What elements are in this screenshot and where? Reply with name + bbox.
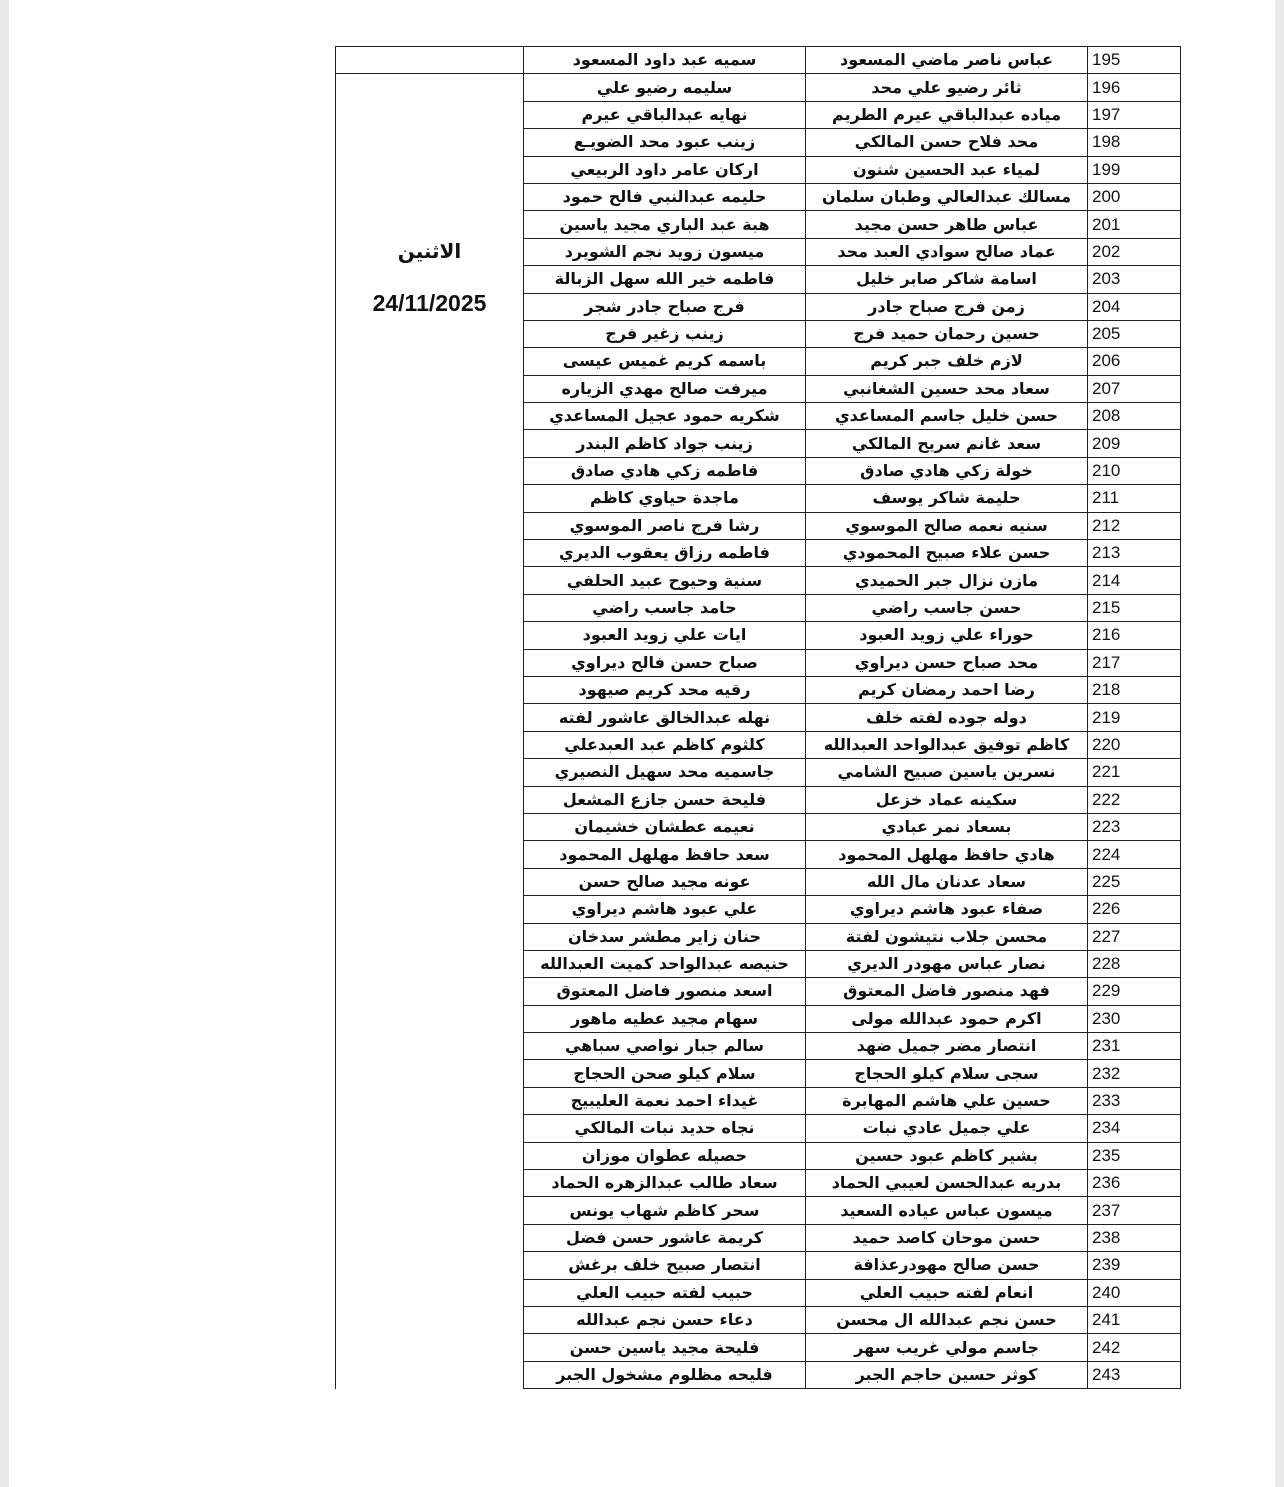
day-cell xyxy=(336,74,524,1389)
first-name-cell: انتصار مضر جميل ضهد xyxy=(806,1033,1088,1060)
row-number-cell: 197 xyxy=(1088,101,1181,128)
first-name-cell: ثائر رضيو علي محد xyxy=(806,74,1088,101)
first-name-cell: سجى سلام كيلو الحجاج xyxy=(806,1060,1088,1087)
first-name-cell: سعد غانم سريح المالكي xyxy=(806,430,1088,457)
first-name-cell: فهد منصور فاضل المعتوق xyxy=(806,978,1088,1005)
first-name-cell: محسن جلاب نتيشون لفتة xyxy=(806,923,1088,950)
document-page xyxy=(9,0,1275,1487)
table-row xyxy=(336,47,1181,74)
first-name-cell: حسين رحمان حميد فرج xyxy=(806,320,1088,347)
second-name-cell: اسعد منصور فاضل المعتوق xyxy=(524,978,806,1005)
row-number-cell: 235 xyxy=(1088,1142,1181,1169)
first-name-cell: عباس طاهر حسن مجيد xyxy=(806,211,1088,238)
first-name-cell: هادي حافظ مهلهل المحمود xyxy=(806,841,1088,868)
second-name-cell: باسمه كريم غميس عيسى xyxy=(524,348,806,375)
row-number-cell: 205 xyxy=(1088,320,1181,347)
second-name-cell: شكريه حمود عجيل المساعدي xyxy=(524,403,806,430)
second-name-cell: رشا فرج ناصر الموسوي xyxy=(524,512,806,539)
row-number-cell: 215 xyxy=(1088,594,1181,621)
row-number-cell: 200 xyxy=(1088,183,1181,210)
first-name-cell: خولة زكي هادي صادق xyxy=(806,457,1088,484)
first-name-cell: لمياء عبد الحسين شنون xyxy=(806,156,1088,183)
second-name-cell: زينب عبود محد الضويـع xyxy=(524,129,806,156)
row-number-cell: 221 xyxy=(1088,759,1181,786)
first-name-cell: كاظم توفيق عبدالواحد العبدالله xyxy=(806,731,1088,758)
row-number-cell: 198 xyxy=(1088,129,1181,156)
first-name-cell: بسعاد نمر عبادي xyxy=(806,813,1088,840)
row-number-cell: 219 xyxy=(1088,704,1181,731)
second-name-cell: زينب جواد كاظم البندر xyxy=(524,430,806,457)
row-number-cell: 240 xyxy=(1088,1279,1181,1306)
row-number-cell: 233 xyxy=(1088,1087,1181,1114)
second-name-cell: نهله عبدالخالق عاشور لفته xyxy=(524,704,806,731)
second-name-cell: هبة عبد الباري مجيد ياسين xyxy=(524,211,806,238)
row-number-cell: 223 xyxy=(1088,813,1181,840)
row-number-cell: 214 xyxy=(1088,567,1181,594)
first-name-cell: جاسم مولي غريب سهر xyxy=(806,1334,1088,1361)
second-name-cell: ايات علي زويد العبود xyxy=(524,622,806,649)
first-name-cell: انعام لفته حبيب العلي xyxy=(806,1279,1088,1306)
second-name-cell: حامد جاسب راضي xyxy=(524,594,806,621)
second-name-cell: حليمه عبدالنبي فالح حمود xyxy=(524,183,806,210)
first-name-cell: زمن فرج صباح جادر xyxy=(806,293,1088,320)
second-name-cell: فليحه مظلوم مشخول الجبر xyxy=(524,1361,806,1388)
second-name-cell: حصيله عطوان موزان xyxy=(524,1142,806,1169)
row-number-cell: 242 xyxy=(1088,1334,1181,1361)
first-name-cell: بدريه عبدالحسن لعيبي الحماد xyxy=(806,1170,1088,1197)
row-number-cell: 225 xyxy=(1088,868,1181,895)
first-name-cell: سنيه نعمه صالح الموسوي xyxy=(806,512,1088,539)
second-name-cell: نهايه عبدالباقي عيرم xyxy=(524,101,806,128)
first-name-cell: محد صباح حسن ديراوي xyxy=(806,649,1088,676)
second-name-cell: سليمه رضيو علي xyxy=(524,74,806,101)
first-name-cell: حوراء علي زويد العبود xyxy=(806,622,1088,649)
second-name-cell: جاسميه محد سهيل النصيري xyxy=(524,759,806,786)
first-name-cell: صفاء عبود هاشم ديراوي xyxy=(806,896,1088,923)
first-name-cell: اسامة شاكر صابر خليل xyxy=(806,266,1088,293)
second-name-cell: فاطمه خير الله سهل الزبالة xyxy=(524,266,806,293)
row-number-cell: 234 xyxy=(1088,1115,1181,1142)
first-name-cell: ميسون عباس عياده السعيد xyxy=(806,1197,1088,1224)
first-name-cell: سعاد عدنان مال الله xyxy=(806,868,1088,895)
second-name-cell: ميسون زويد نجم الشويرد xyxy=(524,238,806,265)
row-number-cell: 226 xyxy=(1088,896,1181,923)
row-number-cell: 236 xyxy=(1088,1170,1181,1197)
row-number-cell: 217 xyxy=(1088,649,1181,676)
second-name-cell: رقيه محد كريم صيهود xyxy=(524,676,806,703)
row-number-cell: 204 xyxy=(1088,293,1181,320)
row-number-cell: 231 xyxy=(1088,1033,1181,1060)
first-name-cell: حسن صالح مهودرعذافة xyxy=(806,1252,1088,1279)
first-name-cell: بشير كاظم عبود حسين xyxy=(806,1142,1088,1169)
row-number-cell: 202 xyxy=(1088,238,1181,265)
second-name-cell: سلام كيلو صحن الحجاج xyxy=(524,1060,806,1087)
first-name-cell: سعاد محد حسين الشغانبي xyxy=(806,375,1088,402)
first-name-cell: نصار عباس مهودر الديري xyxy=(806,950,1088,977)
row-number-cell: 227 xyxy=(1088,923,1181,950)
first-name-cell: كوثر حسين حاجم الجبر xyxy=(806,1361,1088,1388)
row-number-cell: 213 xyxy=(1088,540,1181,567)
first-name-cell: رضا احمد رمضان كريم xyxy=(806,676,1088,703)
second-name-cell: سحر كاظم شهاب يونس xyxy=(524,1197,806,1224)
day-cell-empty xyxy=(336,47,524,74)
row-number-cell: 196 xyxy=(1088,74,1181,101)
row-number-cell: 210 xyxy=(1088,457,1181,484)
row-number-cell: 228 xyxy=(1088,950,1181,977)
row-number-cell: 243 xyxy=(1088,1361,1181,1388)
second-name-cell: حنيصه عبدالواحد كميت العبدالله xyxy=(524,950,806,977)
first-name-cell: مسالك عبدالعالي وطبان سلمان xyxy=(806,183,1088,210)
row-number-cell: 220 xyxy=(1088,731,1181,758)
row-number-cell: 212 xyxy=(1088,512,1181,539)
second-name-cell: نجاه حديد نبات المالكي xyxy=(524,1115,806,1142)
second-name-cell: علي عبود هاشم ديراوي xyxy=(524,896,806,923)
row-number-cell: 201 xyxy=(1088,211,1181,238)
second-name-cell: سميه عبد داود المسعود xyxy=(524,47,806,74)
second-name-cell: عونه مجيد صالح حسن xyxy=(524,868,806,895)
second-name-cell: كلثوم كاظم عبد العبدعلي xyxy=(524,731,806,758)
second-name-cell: سهام مجيد عطيه ماهور xyxy=(524,1005,806,1032)
day-name: الاثنين xyxy=(397,239,462,264)
row-number-cell: 218 xyxy=(1088,676,1181,703)
row-number-cell: 206 xyxy=(1088,348,1181,375)
first-name-cell: سكينه عماد خزعل xyxy=(806,786,1088,813)
first-name-cell: مياده عبدالباقي عيرم الطريم xyxy=(806,101,1088,128)
row-number-cell: 237 xyxy=(1088,1197,1181,1224)
row-number-cell: 209 xyxy=(1088,430,1181,457)
row-number-cell: 199 xyxy=(1088,156,1181,183)
second-name-cell: ميرفت صالح مهدي الزياره xyxy=(524,375,806,402)
day-date: 24/11/2025 xyxy=(372,290,487,317)
first-name-cell: حسن خليل جاسم المساعدي xyxy=(806,403,1088,430)
second-name-cell: سعد حافظ مهلهل المحمود xyxy=(524,841,806,868)
second-name-cell: سعاد طالب عبدالزهره الحماد xyxy=(524,1170,806,1197)
row-number-cell: 203 xyxy=(1088,266,1181,293)
second-name-cell: ماجدة حياوي كاظم xyxy=(524,485,806,512)
first-name-cell: حسن نجم عبدالله ال محسن xyxy=(806,1306,1088,1333)
first-name-cell: حسين علي هاشم المهابرة xyxy=(806,1087,1088,1114)
row-number-cell: 222 xyxy=(1088,786,1181,813)
second-name-cell: فليحة حسن جازع المشعل xyxy=(524,786,806,813)
second-name-cell: صباح حسن فالح ديراوي xyxy=(524,649,806,676)
row-number-cell: 232 xyxy=(1088,1060,1181,1087)
second-name-cell: كريمة عاشور حسن فضل xyxy=(524,1224,806,1251)
second-name-cell: سالم جبار نواصي سباهي xyxy=(524,1033,806,1060)
second-name-cell: فليحة مجيد ياسين حسن xyxy=(524,1334,806,1361)
first-name-cell: حسن جاسب راضي xyxy=(806,594,1088,621)
row-number-cell: 229 xyxy=(1088,978,1181,1005)
second-name-cell: غيداء احمد نعمة العليبيج xyxy=(524,1087,806,1114)
first-name-cell: دوله جوده لفته خلف xyxy=(806,704,1088,731)
first-name-cell: عماد صالح سوادي العبد محد xyxy=(806,238,1088,265)
row-number-cell: 207 xyxy=(1088,375,1181,402)
first-name-cell: نسرين ياسين صبيح الشامي xyxy=(806,759,1088,786)
first-name-cell: حسن موحان كاصد حميد xyxy=(806,1224,1088,1251)
first-name-cell: حليمة شاكر يوسف xyxy=(806,485,1088,512)
second-name-cell: حبيب لفته حبيب العلي xyxy=(524,1279,806,1306)
row-number-cell: 230 xyxy=(1088,1005,1181,1032)
table-body xyxy=(336,47,1181,1389)
row-number-cell: 208 xyxy=(1088,403,1181,430)
first-name-cell: محد فلاح حسن المالكي xyxy=(806,129,1088,156)
second-name-cell: سنية وحيوح عبيد الحلفي xyxy=(524,567,806,594)
row-number-cell: 238 xyxy=(1088,1224,1181,1251)
row-number-cell: 211 xyxy=(1088,485,1181,512)
first-name-cell: اكرم حمود عبدالله مولى xyxy=(806,1005,1088,1032)
names-table xyxy=(335,46,1181,1389)
row-number-cell: 239 xyxy=(1088,1252,1181,1279)
row-number-cell: 224 xyxy=(1088,841,1181,868)
row-number-cell: 216 xyxy=(1088,622,1181,649)
day-label xyxy=(336,236,523,318)
second-name-cell: نعيمه عطشان خشيمان xyxy=(524,813,806,840)
first-name-cell: لازم خلف جبر كريم xyxy=(806,348,1088,375)
row-number-cell: 241 xyxy=(1088,1306,1181,1333)
second-name-cell: فاطمه زكي هادي صادق xyxy=(524,457,806,484)
second-name-cell: فاطمه رزاق يعقوب الديري xyxy=(524,540,806,567)
second-name-cell: حنان زاير مطشر سدخان xyxy=(524,923,806,950)
second-name-cell: انتصار صبيح خلف برغش xyxy=(524,1252,806,1279)
second-name-cell: دعاء حسن نجم عبدالله xyxy=(524,1306,806,1333)
first-name-cell: عباس ناصر ماضي المسعود xyxy=(806,47,1088,74)
second-name-cell: زينب زغير فرج xyxy=(524,320,806,347)
table-row xyxy=(336,74,1181,101)
first-name-cell: علي جميل عادي نبات xyxy=(806,1115,1088,1142)
second-name-cell: فرج صباح جادر شجر xyxy=(524,293,806,320)
first-name-cell: حسن علاء صبيح المحمودي xyxy=(806,540,1088,567)
first-name-cell: مازن نزال جبر الحميدي xyxy=(806,567,1088,594)
row-number-cell: 195 xyxy=(1088,47,1181,74)
second-name-cell: اركان عامر داود الربيعي xyxy=(524,156,806,183)
